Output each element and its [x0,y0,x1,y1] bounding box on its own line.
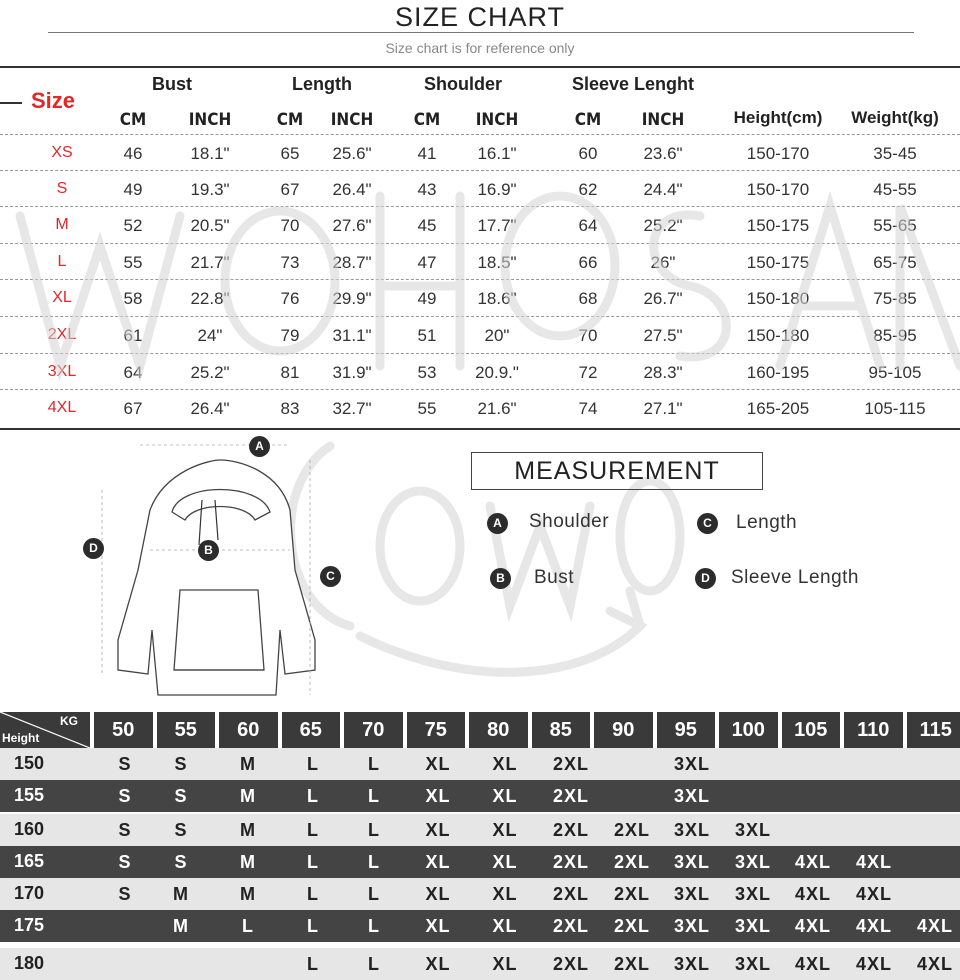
measure-cell: 74 [579,399,598,419]
weight-header-cell: 90 [594,712,653,748]
measure-cell: 68 [579,289,598,309]
measure-cell: 81 [281,363,300,383]
fit-size-cell: 2XL [553,820,589,841]
fit-size-cell: 3XL [735,954,771,975]
measure-cell: 65 [281,144,300,164]
fit-size-cell: L [307,852,319,873]
fit-size-cell: 2XL [553,954,589,975]
weight-header-cell: 110 [844,712,903,748]
fit-row-height: 150 [14,753,44,774]
fit-size-cell: M [173,884,189,905]
unit-header: INCH [476,110,519,130]
fit-size-cell: 4XL [917,916,953,937]
measure-cell: 43 [418,180,437,200]
fit-size-cell: 4XL [856,884,892,905]
measure-cell: 20.5" [190,216,229,236]
unit-header: CM [575,110,601,130]
fit-size-cell: L [368,954,380,975]
page-subtitle: Size chart is for reference only [0,40,960,56]
measure-cell: 16.9" [477,180,516,200]
fit-size-cell: 2XL [614,954,650,975]
fit-size-cell: L [242,916,254,937]
measure-cell: 18.1" [190,144,229,164]
marker-d-badge: D [83,538,104,559]
fit-size-cell: 3XL [735,852,771,873]
fit-size-cell: 4XL [856,916,892,937]
fit-size-cell: 2XL [614,916,650,937]
weight-header-cell: 95 [657,712,716,748]
measure-cell: 31.1" [332,326,371,346]
fit-size-cell: L [307,916,319,937]
fit-size-cell: L [307,954,319,975]
size-cell: XL [52,289,72,307]
size-cell: 4XL [48,399,76,417]
size-row [0,245,960,281]
fit-size-cell: XL [425,754,450,775]
fit-size-cell: XL [492,820,517,841]
measure-cell: 26.7" [643,289,682,309]
fit-size-cell: M [240,754,256,775]
measure-cell: 58 [124,289,143,309]
fit-size-cell: 3XL [735,820,771,841]
fit-size-cell: XL [492,916,517,937]
measure-cell: 46 [124,144,143,164]
unit-header: CM [120,110,146,130]
weight-range-cell: 55-65 [873,216,916,236]
measurement-title: MEASUREMENT [471,452,763,490]
fit-size-cell: L [307,884,319,905]
marker-c-badge: C [320,566,341,587]
group-header-sleeve: Sleeve Lenght [572,74,694,95]
fit-row [0,748,960,780]
fit-size-cell: 4XL [795,884,831,905]
legend-a-badge: A [487,513,508,534]
size-row [0,172,960,208]
fit-size-cell: 4XL [856,954,892,975]
page-title: SIZE CHART [0,2,960,33]
fit-row-height: 165 [14,851,44,872]
weight-header-cell: 115 [907,712,960,748]
measure-cell: 76 [281,289,300,309]
measure-cell: 24.4" [643,180,682,200]
unit-header: CM [414,110,440,130]
fit-size-cell: XL [492,884,517,905]
weight-range-cell: 75-85 [873,289,916,309]
height-range-cell: 165-205 [747,399,809,419]
fit-row-height: 170 [14,883,44,904]
size-cell: 2XL [48,326,76,344]
size-cell: 3XL [48,363,76,381]
fit-row [0,780,960,812]
weight-header-cell: 75 [407,712,466,748]
measure-cell: 31.9" [332,363,371,383]
fit-size-cell: 4XL [795,852,831,873]
fit-size-cell: XL [425,884,450,905]
fit-row-height: 155 [14,785,44,806]
title-divider [48,32,914,33]
kg-axis-label: KG [60,714,78,728]
unit-header: INCH [331,110,374,130]
measure-cell: 51 [418,326,437,346]
weight-range-cell: 65-75 [873,253,916,273]
measure-cell: 83 [281,399,300,419]
legend-d-badge: D [695,568,716,589]
size-row [0,355,960,391]
height-axis-label: Height [2,731,39,745]
size-row [0,391,960,427]
fit-row [0,846,960,878]
fit-size-cell: L [307,786,319,807]
fit-size-cell: XL [425,786,450,807]
group-header-bust: Bust [152,74,192,95]
measure-cell: 66 [579,253,598,273]
measure-cell: 61 [124,326,143,346]
measure-cell: 67 [124,399,143,419]
fit-size-cell: XL [425,954,450,975]
weight-header-cell: 105 [782,712,841,748]
fit-row-height: 175 [14,915,44,936]
unit-header: INCH [189,110,232,130]
fit-size-cell: 4XL [795,916,831,937]
height-range-cell: 150-175 [747,216,809,236]
measure-cell: 25.2" [643,216,682,236]
fit-row [0,814,960,846]
fit-size-cell: 3XL [674,820,710,841]
weight-range-cell: 95-105 [869,363,922,383]
measure-cell: 20" [485,326,510,346]
measure-cell: 27.6" [332,216,371,236]
fit-size-cell: S [174,786,187,807]
measure-cell: 67 [281,180,300,200]
measure-cell: 62 [579,180,598,200]
size-cell: XS [51,144,72,162]
fit-row [0,948,960,980]
fit-size-cell: 4XL [856,852,892,873]
measure-cell: 49 [124,180,143,200]
weight-range-cell: 45-55 [873,180,916,200]
size-header-rule [0,102,22,104]
measure-cell: 55 [124,253,143,273]
fit-size-cell: S [174,820,187,841]
fit-size-cell: M [240,786,256,807]
fit-size-cell: M [240,852,256,873]
fit-row-height: 180 [14,953,44,974]
weight-column-header: Weight(kg) [851,108,939,128]
measure-cell: 22.8" [190,289,229,309]
weight-header-cell: 80 [469,712,528,748]
size-row [0,281,960,317]
fit-size-cell: M [240,884,256,905]
fit-size-cell: 3XL [674,852,710,873]
measure-cell: 47 [418,253,437,273]
fit-size-cell: L [307,754,319,775]
measure-cell: 73 [281,253,300,273]
fit-size-cell: S [118,884,131,905]
legend-b-badge: B [490,568,511,589]
fit-size-cell: M [173,916,189,937]
weight-range-cell: 35-45 [873,144,916,164]
fit-size-cell: 3XL [735,884,771,905]
fit-size-cell: S [118,754,131,775]
measure-cell: 45 [418,216,437,236]
fit-size-cell: M [240,820,256,841]
legend-shoulder-label: Shoulder [529,511,609,533]
measure-cell: 64 [124,363,143,383]
fit-size-cell: 3XL [674,916,710,937]
measure-cell: 20.9." [475,363,519,383]
weight-header-cell: 85 [532,712,591,748]
height-range-cell: 150-175 [747,253,809,273]
legend-sleeve-length-label: Sleeve Length [731,567,859,589]
fit-size-cell: XL [425,820,450,841]
fit-size-cell: L [368,852,380,873]
fit-size-cell: L [368,820,380,841]
fit-size-cell: 2XL [553,884,589,905]
size-row [0,318,960,354]
weight-header-cell: 55 [157,712,216,748]
legend-length-label: Length [736,512,797,534]
fit-size-cell: 3XL [674,786,710,807]
measure-cell: 18.6" [477,289,516,309]
fit-size-cell: XL [492,852,517,873]
fit-table-corner [0,712,90,748]
size-cell: S [57,180,68,198]
hoodie-diagram [80,430,360,700]
measure-cell: 79 [281,326,300,346]
weight-header-cell: 65 [282,712,341,748]
fit-size-cell: L [307,820,319,841]
measure-cell: 49 [418,289,437,309]
fit-size-cell: 2XL [614,820,650,841]
fit-size-cell: L [368,916,380,937]
group-header-shoulder: Shoulder [424,74,502,95]
fit-size-cell: L [368,754,380,775]
measure-cell: 24" [198,326,223,346]
fit-row-height: 160 [14,819,44,840]
measure-cell: 72 [579,363,598,383]
height-weight-fit-table [0,712,960,960]
measure-cell: 18.5" [477,253,516,273]
fit-row [0,910,960,942]
measure-cell: 23.6" [643,144,682,164]
measure-cell: 52 [124,216,143,236]
fit-size-cell: S [118,786,131,807]
weight-header-cell: 70 [344,712,403,748]
measure-cell: 16.1" [477,144,516,164]
fit-size-cell: L [368,884,380,905]
height-range-cell: 150-170 [747,144,809,164]
fit-size-cell: XL [492,786,517,807]
weight-header-cell: 60 [219,712,278,748]
measure-cell: 53 [418,363,437,383]
fit-size-cell: S [118,852,131,873]
fit-size-cell: L [368,786,380,807]
measure-cell: 25.2" [190,363,229,383]
measure-cell: 70 [281,216,300,236]
legend-c-badge: C [697,513,718,534]
height-range-cell: 150-170 [747,180,809,200]
size-row [0,208,960,244]
weight-range-cell: 85-95 [873,326,916,346]
fit-size-cell: 4XL [795,954,831,975]
unit-header: INCH [642,110,685,130]
fit-size-cell: XL [492,754,517,775]
weight-header-cell: 50 [94,712,153,748]
measure-cell: 19.3" [190,180,229,200]
size-row [0,136,960,172]
fit-size-cell: 3XL [674,754,710,775]
fit-size-cell: 3XL [674,954,710,975]
size-column-header: Size [31,88,75,114]
fit-size-cell: S [118,820,131,841]
measure-cell: 60 [579,144,598,164]
fit-size-cell: 2XL [553,786,589,807]
measure-cell: 17.7" [477,216,516,236]
fit-size-cell: 3XL [735,916,771,937]
measure-cell: 26" [651,253,676,273]
fit-size-cell: 2XL [553,916,589,937]
measure-cell: 27.1" [643,399,682,419]
measure-cell: 21.7" [190,253,229,273]
height-range-cell: 150-180 [747,326,809,346]
weight-range-cell: 105-115 [864,399,925,419]
fit-size-cell: 4XL [917,954,953,975]
height-column-header: Height(cm) [734,108,823,128]
size-cell: M [55,216,68,234]
measure-cell: 28.3" [643,363,682,383]
measure-cell: 28.7" [332,253,371,273]
fit-size-cell: S [174,754,187,775]
measure-cell: 55 [418,399,437,419]
size-cell: L [58,253,67,271]
fit-size-cell: 2XL [553,852,589,873]
fit-size-cell: XL [425,852,450,873]
marker-b-badge: B [198,540,219,561]
measure-cell: 26.4" [190,399,229,419]
fit-size-cell: 2XL [553,754,589,775]
fit-size-cell: XL [492,954,517,975]
measure-cell: 41 [418,144,437,164]
weight-header-cell: 100 [719,712,778,748]
group-header-length: Length [292,74,352,95]
fit-size-cell: 3XL [674,884,710,905]
fit-size-cell: 2XL [614,884,650,905]
measure-cell: 29.9" [332,289,371,309]
measure-cell: 64 [579,216,598,236]
height-range-cell: 160-195 [747,363,809,383]
measure-cell: 70 [579,326,598,346]
measure-cell: 25.6" [332,144,371,164]
fit-size-cell: 2XL [614,852,650,873]
fit-size-cell: XL [425,916,450,937]
measure-cell: 27.5" [643,326,682,346]
marker-a-badge: A [249,436,270,457]
fit-size-cell: S [174,852,187,873]
row-separator [0,134,960,135]
unit-header: CM [277,110,303,130]
height-range-cell: 150-180 [747,289,809,309]
legend-bust-label: Bust [534,567,574,589]
measure-cell: 32.7" [332,399,371,419]
size-chart-table [0,66,960,430]
fit-row [0,878,960,910]
measure-cell: 26.4" [332,180,371,200]
measure-cell: 21.6" [477,399,516,419]
